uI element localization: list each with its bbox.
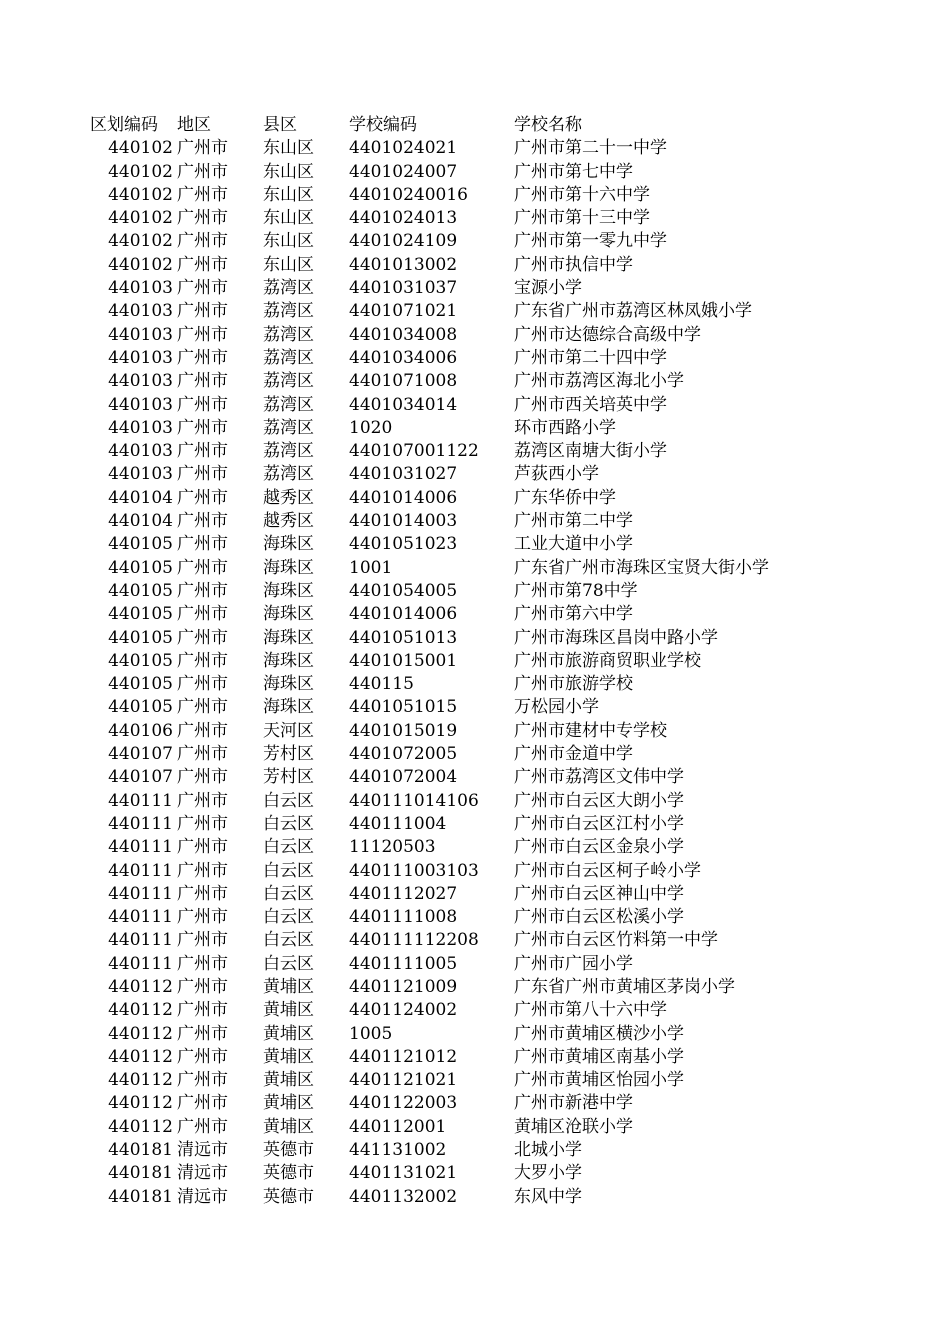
county-cell: 东山区 [263, 231, 314, 252]
school-code-cell: 4401024007 [349, 161, 458, 182]
school-code-cell: 4401072005 [349, 744, 458, 765]
area-cell: 广州市 [177, 371, 228, 392]
region-code-cell: 440104 [108, 487, 173, 508]
school-code-cell: 1020 [349, 417, 393, 438]
school-name-cell: 广州市金道中学 [514, 744, 633, 765]
area-cell: 广州市 [177, 231, 228, 252]
table-row [90, 720, 834, 743]
county-cell: 白云区 [263, 953, 314, 974]
school-code-cell: 4401124002 [349, 1000, 458, 1021]
region-code-cell: 440105 [108, 650, 173, 671]
county-cell: 海珠区 [263, 627, 314, 648]
school-code-cell: 4401024021 [349, 138, 458, 159]
school-code-cell: 4401013002 [349, 254, 458, 275]
school-code-cell: 440112001 [349, 1116, 447, 1137]
county-cell: 荔湾区 [263, 464, 314, 485]
table-row [90, 394, 834, 417]
county-cell: 英德市 [263, 1140, 314, 1161]
county-cell: 英德市 [263, 1163, 314, 1184]
table-row [90, 836, 834, 859]
region-code-cell: 440112 [108, 1070, 173, 1091]
county-cell: 白云区 [263, 907, 314, 928]
school-name-cell: 广州市达德综合高级中学 [514, 324, 701, 345]
area-cell: 广州市 [177, 534, 228, 555]
county-cell: 芳村区 [263, 767, 314, 788]
region-code-cell: 440112 [108, 1023, 173, 1044]
county-cell: 东山区 [263, 208, 314, 229]
school-name-cell: 广州市第八十六中学 [514, 1000, 667, 1021]
area-cell: 广州市 [177, 697, 228, 718]
area-cell: 广州市 [177, 627, 228, 648]
school-name-cell: 广东省广州市海珠区宝贤大街小学 [514, 557, 769, 578]
school-name-cell: 广州市西关培英中学 [514, 394, 667, 415]
school-code-cell: 440115 [349, 674, 414, 695]
school-code-cell: 4401071021 [349, 301, 458, 322]
county-cell: 白云区 [263, 860, 314, 881]
county-cell: 荔湾区 [263, 301, 314, 322]
region-code-cell: 440103 [108, 441, 173, 462]
table-row [90, 440, 834, 463]
area-cell: 广州市 [177, 976, 228, 997]
school-name-cell: 广州市第七中学 [514, 161, 633, 182]
table-row [90, 580, 834, 603]
region-code-cell: 440111 [108, 837, 173, 858]
area-cell: 广州市 [177, 161, 228, 182]
table-row [90, 860, 834, 883]
area-cell: 广州市 [177, 138, 228, 159]
school-code-cell: 4401121012 [349, 1046, 458, 1067]
county-cell: 白云区 [263, 883, 314, 904]
area-cell: 广州市 [177, 301, 228, 322]
area-cell: 广州市 [177, 580, 228, 601]
school-code-cell: 4401034014 [349, 394, 458, 415]
school-code-cell: 4401031027 [349, 464, 458, 485]
area-cell: 广州市 [177, 767, 228, 788]
school-name-cell: 广州市广园小学 [514, 953, 633, 974]
school-name-cell: 环市西路小学 [514, 417, 616, 438]
area-cell: 广州市 [177, 837, 228, 858]
table-row [90, 161, 834, 184]
area-cell: 广州市 [177, 650, 228, 671]
school-code-cell: 4401024013 [349, 208, 458, 229]
school-code-cell: 4401014003 [349, 511, 458, 532]
school-code-cell: 4401121009 [349, 976, 458, 997]
region-code-cell: 440111 [108, 930, 173, 951]
region-code-cell: 440112 [108, 1093, 173, 1114]
table-row [90, 696, 834, 719]
table-row [90, 207, 834, 230]
table-row [90, 1116, 834, 1139]
school-name-cell: 荔湾区南塘大街小学 [514, 441, 667, 462]
school-name-cell: 广东华侨中学 [514, 487, 616, 508]
school-code-cell: 4401071008 [349, 371, 458, 392]
table-row [90, 370, 834, 393]
area-cell: 广州市 [177, 278, 228, 299]
school-code-cell: 4401111008 [349, 907, 458, 928]
school-code-cell: 4401131021 [349, 1163, 458, 1184]
school-name-cell: 北城小学 [514, 1140, 582, 1161]
school-name-cell: 广东省广州市黄埔区茅岗小学 [514, 976, 735, 997]
school-name-cell: 广州市荔湾区文伟中学 [514, 767, 684, 788]
region-code-cell: 440112 [108, 1116, 173, 1137]
region-code-cell: 440112 [108, 976, 173, 997]
school-code-cell: 4401122003 [349, 1093, 458, 1114]
area-cell: 广州市 [177, 324, 228, 345]
school-name-cell: 广州市第二十四中学 [514, 347, 667, 368]
table-row [90, 953, 834, 976]
table-row [90, 277, 834, 300]
school-code-cell: 44010240016 [349, 184, 468, 205]
table-row [90, 790, 834, 813]
school-code-cell: 11120503 [349, 837, 436, 858]
region-code-cell: 440105 [108, 627, 173, 648]
area-cell: 广州市 [177, 208, 228, 229]
region-code-cell: 440103 [108, 301, 173, 322]
region-code-cell: 440112 [108, 1046, 173, 1067]
school-name-cell: 广州市白云区大朗小学 [514, 790, 684, 811]
school-name-cell: 广州市白云区竹料第一中学 [514, 930, 718, 951]
region-code-cell: 440105 [108, 674, 173, 695]
area-cell: 广州市 [177, 417, 228, 438]
table-row [90, 300, 834, 323]
area-cell: 广州市 [177, 184, 228, 205]
school-name-cell: 广州市第二十一中学 [514, 138, 667, 159]
school-code-cell: 4401034006 [349, 347, 458, 368]
table-row [90, 1069, 834, 1092]
school-code-cell: 4401015019 [349, 720, 458, 741]
table-row [90, 184, 834, 207]
table-row [90, 1023, 834, 1046]
county-cell: 黄埔区 [263, 1093, 314, 1114]
school-code-cell: 4401031037 [349, 278, 458, 299]
school-name-cell: 广州市白云区神山中学 [514, 883, 684, 904]
school-name-cell: 广州市第78中学 [514, 580, 638, 601]
region-code-cell: 440181 [108, 1186, 173, 1207]
school-name-cell: 广州市黄埔区横沙小学 [514, 1023, 684, 1044]
region-code-cell: 440103 [108, 394, 173, 415]
county-cell: 东山区 [263, 254, 314, 275]
area-cell: 广州市 [177, 674, 228, 695]
school-table [90, 114, 834, 1209]
school-code-cell: 1005 [349, 1023, 393, 1044]
region-code-cell: 440103 [108, 347, 173, 368]
area-cell: 广州市 [177, 487, 228, 508]
area-cell: 广州市 [177, 1093, 228, 1114]
table-row [90, 906, 834, 929]
school-name-cell: 东风中学 [514, 1186, 582, 1207]
school-code-cell: 4401014006 [349, 604, 458, 625]
table-row [90, 230, 834, 253]
county-cell: 英德市 [263, 1186, 314, 1207]
area-cell: 广州市 [177, 953, 228, 974]
area-cell: 清远市 [177, 1163, 228, 1184]
region-code-cell: 440111 [108, 813, 173, 834]
school-name-cell: 广州市执信中学 [514, 254, 633, 275]
region-code-cell: 440106 [108, 720, 173, 741]
header-school-name: 学校名称 [514, 115, 582, 135]
school-name-cell: 广州市第六中学 [514, 604, 633, 625]
area-cell: 广州市 [177, 394, 228, 415]
region-code-cell: 440102 [108, 184, 173, 205]
area-cell: 清远市 [177, 1186, 228, 1207]
school-code-cell: 4401121021 [349, 1070, 458, 1091]
region-code-cell: 440111 [108, 860, 173, 881]
school-code-cell: 441131002 [349, 1140, 447, 1161]
area-cell: 广州市 [177, 1116, 228, 1137]
county-cell: 白云区 [263, 837, 314, 858]
school-name-cell: 广州市黄埔区南基小学 [514, 1046, 684, 1067]
table-row [90, 347, 834, 370]
area-cell: 广州市 [177, 744, 228, 765]
region-code-cell: 440104 [108, 511, 173, 532]
header-school-code: 学校编码 [349, 115, 417, 135]
county-cell: 黄埔区 [263, 1116, 314, 1137]
region-code-cell: 440103 [108, 417, 173, 438]
table-row [90, 463, 834, 486]
region-code-cell: 440111 [108, 953, 173, 974]
table-row [90, 1162, 834, 1185]
school-name-cell: 广州市白云区金泉小学 [514, 837, 684, 858]
region-code-cell: 440103 [108, 464, 173, 485]
county-cell: 越秀区 [263, 511, 314, 532]
school-code-cell: 440111003103 [349, 860, 479, 881]
table-row [90, 1139, 834, 1162]
school-name-cell: 广州市新港中学 [514, 1093, 633, 1114]
school-name-cell: 广州市海珠区昌岗中路小学 [514, 627, 718, 648]
county-cell: 黄埔区 [263, 1046, 314, 1067]
county-cell: 东山区 [263, 138, 314, 159]
school-name-cell: 广州市旅游商贸职业学校 [514, 650, 701, 671]
county-cell: 荔湾区 [263, 371, 314, 392]
area-cell: 广州市 [177, 464, 228, 485]
county-cell: 荔湾区 [263, 347, 314, 368]
area-cell: 广州市 [177, 441, 228, 462]
school-name-cell: 工业大道中小学 [514, 534, 633, 555]
school-name-cell: 广州市建材中专学校 [514, 720, 667, 741]
region-code-cell: 440105 [108, 580, 173, 601]
county-cell: 黄埔区 [263, 976, 314, 997]
area-cell: 广州市 [177, 813, 228, 834]
area-cell: 广州市 [177, 907, 228, 928]
region-code-cell: 440105 [108, 604, 173, 625]
school-code-cell: 4401034008 [349, 324, 458, 345]
county-cell: 天河区 [263, 720, 314, 741]
county-cell: 东山区 [263, 161, 314, 182]
school-name-cell: 广州市白云区松溪小学 [514, 907, 684, 928]
region-code-cell: 440181 [108, 1140, 173, 1161]
county-cell: 东山区 [263, 184, 314, 205]
table-row [90, 603, 834, 626]
table-row [90, 137, 834, 160]
area-cell: 广州市 [177, 254, 228, 275]
county-cell: 白云区 [263, 813, 314, 834]
table-row [90, 766, 834, 789]
county-cell: 荔湾区 [263, 417, 314, 438]
school-name-cell: 广州市旅游学校 [514, 674, 633, 695]
header-region-code: 区划编码 [90, 115, 158, 135]
school-name-cell: 广州市黄埔区怡园小学 [514, 1070, 684, 1091]
school-name-cell: 广州市荔湾区海北小学 [514, 371, 684, 392]
table-row [90, 1092, 834, 1115]
area-cell: 清远市 [177, 1140, 228, 1161]
school-code-cell: 4401051023 [349, 534, 458, 555]
area-cell: 广州市 [177, 604, 228, 625]
region-code-cell: 440105 [108, 534, 173, 555]
county-cell: 海珠区 [263, 580, 314, 601]
school-name-cell: 广州市第十六中学 [514, 184, 650, 205]
table-row [90, 1186, 834, 1209]
area-cell: 广州市 [177, 860, 228, 881]
area-cell: 广州市 [177, 511, 228, 532]
county-cell: 海珠区 [263, 604, 314, 625]
county-cell: 黄埔区 [263, 1000, 314, 1021]
table-row [90, 487, 834, 510]
school-name-cell: 广州市第一零九中学 [514, 231, 667, 252]
region-code-cell: 440103 [108, 278, 173, 299]
region-code-cell: 440181 [108, 1163, 173, 1184]
table-row [90, 324, 834, 347]
region-code-cell: 440102 [108, 138, 173, 159]
county-cell: 海珠区 [263, 697, 314, 718]
area-cell: 广州市 [177, 790, 228, 811]
school-code-cell: 4401054005 [349, 580, 458, 601]
table-row [90, 650, 834, 673]
table-row [90, 673, 834, 696]
area-cell: 广州市 [177, 720, 228, 741]
school-name-cell: 广州市第二中学 [514, 511, 633, 532]
school-name-cell: 广州市白云区柯子岭小学 [514, 860, 701, 881]
table-row [90, 1046, 834, 1069]
school-code-cell: 440107001122 [349, 441, 479, 462]
county-cell: 黄埔区 [263, 1070, 314, 1091]
school-code-cell: 440111004 [349, 813, 447, 834]
region-code-cell: 440107 [108, 767, 173, 788]
school-code-cell: 4401051015 [349, 697, 458, 718]
table-row [90, 254, 834, 277]
school-code-cell: 4401014006 [349, 487, 458, 508]
county-cell: 白云区 [263, 790, 314, 811]
school-code-cell: 4401132002 [349, 1186, 458, 1207]
area-cell: 广州市 [177, 1000, 228, 1021]
table-row [90, 557, 834, 580]
region-code-cell: 440105 [108, 557, 173, 578]
region-code-cell: 440103 [108, 371, 173, 392]
county-cell: 海珠区 [263, 674, 314, 695]
county-cell: 芳村区 [263, 744, 314, 765]
region-code-cell: 440102 [108, 231, 173, 252]
table-row [90, 533, 834, 556]
region-code-cell: 440103 [108, 324, 173, 345]
county-cell: 越秀区 [263, 487, 314, 508]
table-header [90, 114, 834, 137]
area-cell: 广州市 [177, 347, 228, 368]
county-cell: 白云区 [263, 930, 314, 951]
table-row [90, 813, 834, 836]
school-code-cell: 4401015001 [349, 650, 458, 671]
school-name-cell: 万松园小学 [514, 697, 599, 718]
school-code-cell: 4401024109 [349, 231, 458, 252]
county-cell: 荔湾区 [263, 324, 314, 345]
table-row [90, 976, 834, 999]
region-code-cell: 440112 [108, 1000, 173, 1021]
county-cell: 海珠区 [263, 650, 314, 671]
school-name-cell: 大罗小学 [514, 1163, 582, 1184]
school-name-cell: 广东省广州市荔湾区林凤娥小学 [514, 301, 752, 322]
table-row [90, 743, 834, 766]
school-name-cell: 宝源小学 [514, 278, 582, 299]
school-code-cell: 4401051013 [349, 627, 458, 648]
county-cell: 荔湾区 [263, 278, 314, 299]
county-cell: 荔湾区 [263, 394, 314, 415]
school-name-cell: 黄埔区沧联小学 [514, 1116, 633, 1137]
region-code-cell: 440111 [108, 907, 173, 928]
school-code-cell: 1001 [349, 557, 393, 578]
table-row [90, 929, 834, 952]
school-name-cell: 广州市第十三中学 [514, 208, 650, 229]
region-code-cell: 440102 [108, 254, 173, 275]
table-row [90, 417, 834, 440]
table-row [90, 883, 834, 906]
region-code-cell: 440102 [108, 208, 173, 229]
region-code-cell: 440102 [108, 161, 173, 182]
table-body [90, 137, 834, 1209]
county-cell: 黄埔区 [263, 1023, 314, 1044]
region-code-cell: 440107 [108, 744, 173, 765]
area-cell: 广州市 [177, 883, 228, 904]
county-cell: 荔湾区 [263, 441, 314, 462]
school-code-cell: 4401111005 [349, 953, 458, 974]
school-code-cell: 4401112027 [349, 883, 458, 904]
school-code-cell: 440111014106 [349, 790, 479, 811]
area-cell: 广州市 [177, 1070, 228, 1091]
county-cell: 海珠区 [263, 534, 314, 555]
area-cell: 广州市 [177, 1046, 228, 1067]
school-name-cell: 广州市白云区江村小学 [514, 813, 684, 834]
region-code-cell: 440105 [108, 697, 173, 718]
table-row [90, 999, 834, 1022]
county-cell: 海珠区 [263, 557, 314, 578]
table-row [90, 627, 834, 650]
header-county: 县区 [263, 115, 297, 135]
school-name-cell: 芦荻西小学 [514, 464, 599, 485]
region-code-cell: 440111 [108, 883, 173, 904]
header-area: 地区 [177, 115, 211, 135]
region-code-cell: 440111 [108, 790, 173, 811]
area-cell: 广州市 [177, 1023, 228, 1044]
table-row [90, 510, 834, 533]
area-cell: 广州市 [177, 557, 228, 578]
school-code-cell: 440111112208 [349, 930, 479, 951]
area-cell: 广州市 [177, 930, 228, 951]
school-code-cell: 4401072004 [349, 767, 458, 788]
